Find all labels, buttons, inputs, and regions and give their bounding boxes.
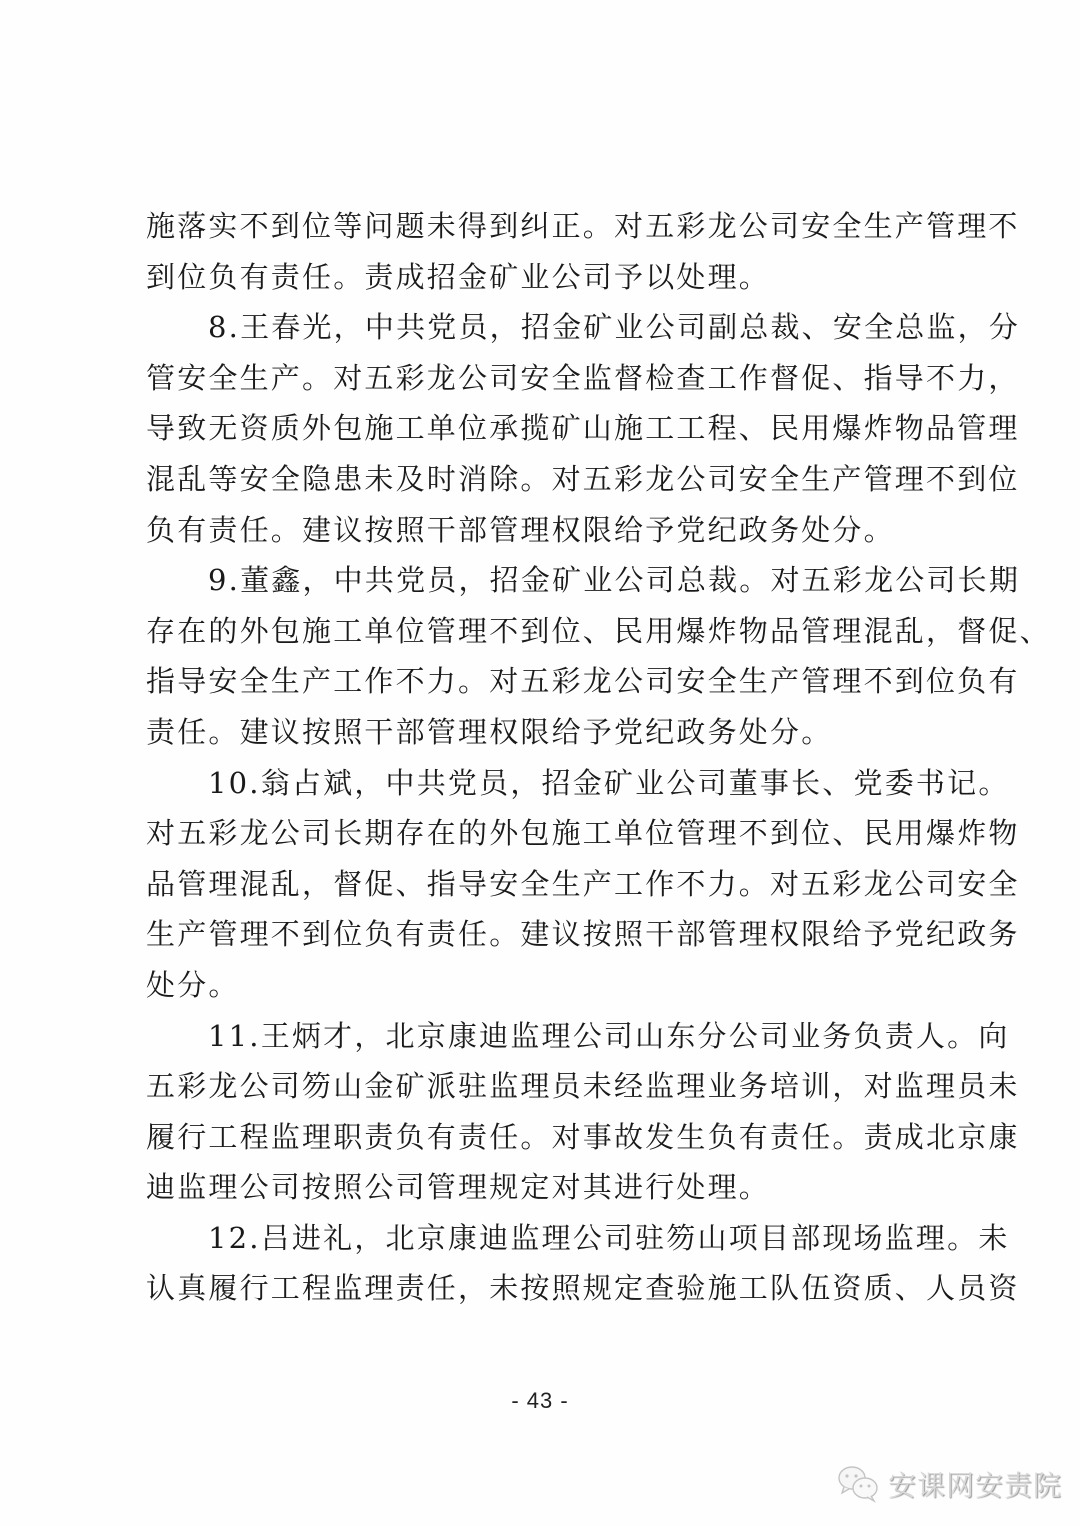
page-number: - 43 - <box>511 1388 569 1413</box>
text-line: 迪监理公司按照公司管理规定对其进行处理。 <box>146 1170 771 1205</box>
text-line: 导致无资质外包施工单位承揽矿山施工工程、民用爆炸物品管理 <box>146 411 1020 446</box>
text-line: 施落实不到位等问题未得到纠正。对五彩龙公司安全生产管理不 <box>146 209 1020 243</box>
text-line: 处分。 <box>146 967 240 1002</box>
text-line: 到位负有责任。责成招金矿业公司予以处理。 <box>146 259 771 294</box>
text-line: 认真履行工程监理责任，未按照规定查验施工队伍资质、人员资 <box>146 1271 1020 1306</box>
paragraph-item-12: 12.吕进礼，北京康迪监理公司驻笏山项目部现场监理。未 <box>208 1220 1010 1255</box>
document-body <box>146 201 1051 1314</box>
wechat-icon <box>836 1464 880 1504</box>
text-line: 混乱等安全隐患未及时消除。对五彩龙公司安全生产管理不到位 <box>146 461 1020 496</box>
paragraph-item-9: 9.董鑫，中共党员，招金矿业公司总裁。对五彩龙公司长期 <box>208 563 1021 598</box>
paragraph-item-10: 10.翁占斌，中共党员，招金矿业公司董事长、党委书记。 <box>208 765 1010 800</box>
paragraph-item-8: 8.王春光，中共党员，招金矿业公司副总裁、安全总监，分 <box>208 310 1021 345</box>
text-line: 指导安全生产工作不力。对五彩龙公司安全生产管理不到位负有 <box>146 664 1020 699</box>
text-line: 存在的外包施工单位管理不到位、民用爆炸物品管理混乱，督促、 <box>146 613 1051 648</box>
text-line: 生产管理不到位负有责任。建议按照干部管理权限给予党纪政务 <box>146 917 1020 952</box>
text-line: 品管理混乱，督促、指导安全生产工作不力。对五彩龙公司安全 <box>146 866 1020 901</box>
text-line: 五彩龙公司笏山金矿派驻监理员未经监理业务培训，对监理员未 <box>146 1069 1020 1104</box>
text-line: 对五彩龙公司长期存在的外包施工单位管理不到位、民用爆炸物 <box>146 816 1020 851</box>
watermark <box>836 1462 1062 1506</box>
paragraph-item-11: 11.王炳才，北京康迪监理公司山东分公司业务负责人。向 <box>208 1018 1010 1053</box>
text-line: 负有责任。建议按照干部管理权限给予党纪政务处分。 <box>146 512 895 547</box>
text-line: 管安全生产。对五彩龙公司安全监督检查工作督促、指导不力， <box>146 360 1020 395</box>
text-line: 履行工程监理职责负有责任。对事故发生负有责任。责成北京康 <box>146 1119 1020 1154</box>
watermark-text: 安课网安责院 <box>888 1469 1063 1502</box>
text-line: 责任。建议按照干部管理权限给予党纪政务处分。 <box>146 714 833 749</box>
